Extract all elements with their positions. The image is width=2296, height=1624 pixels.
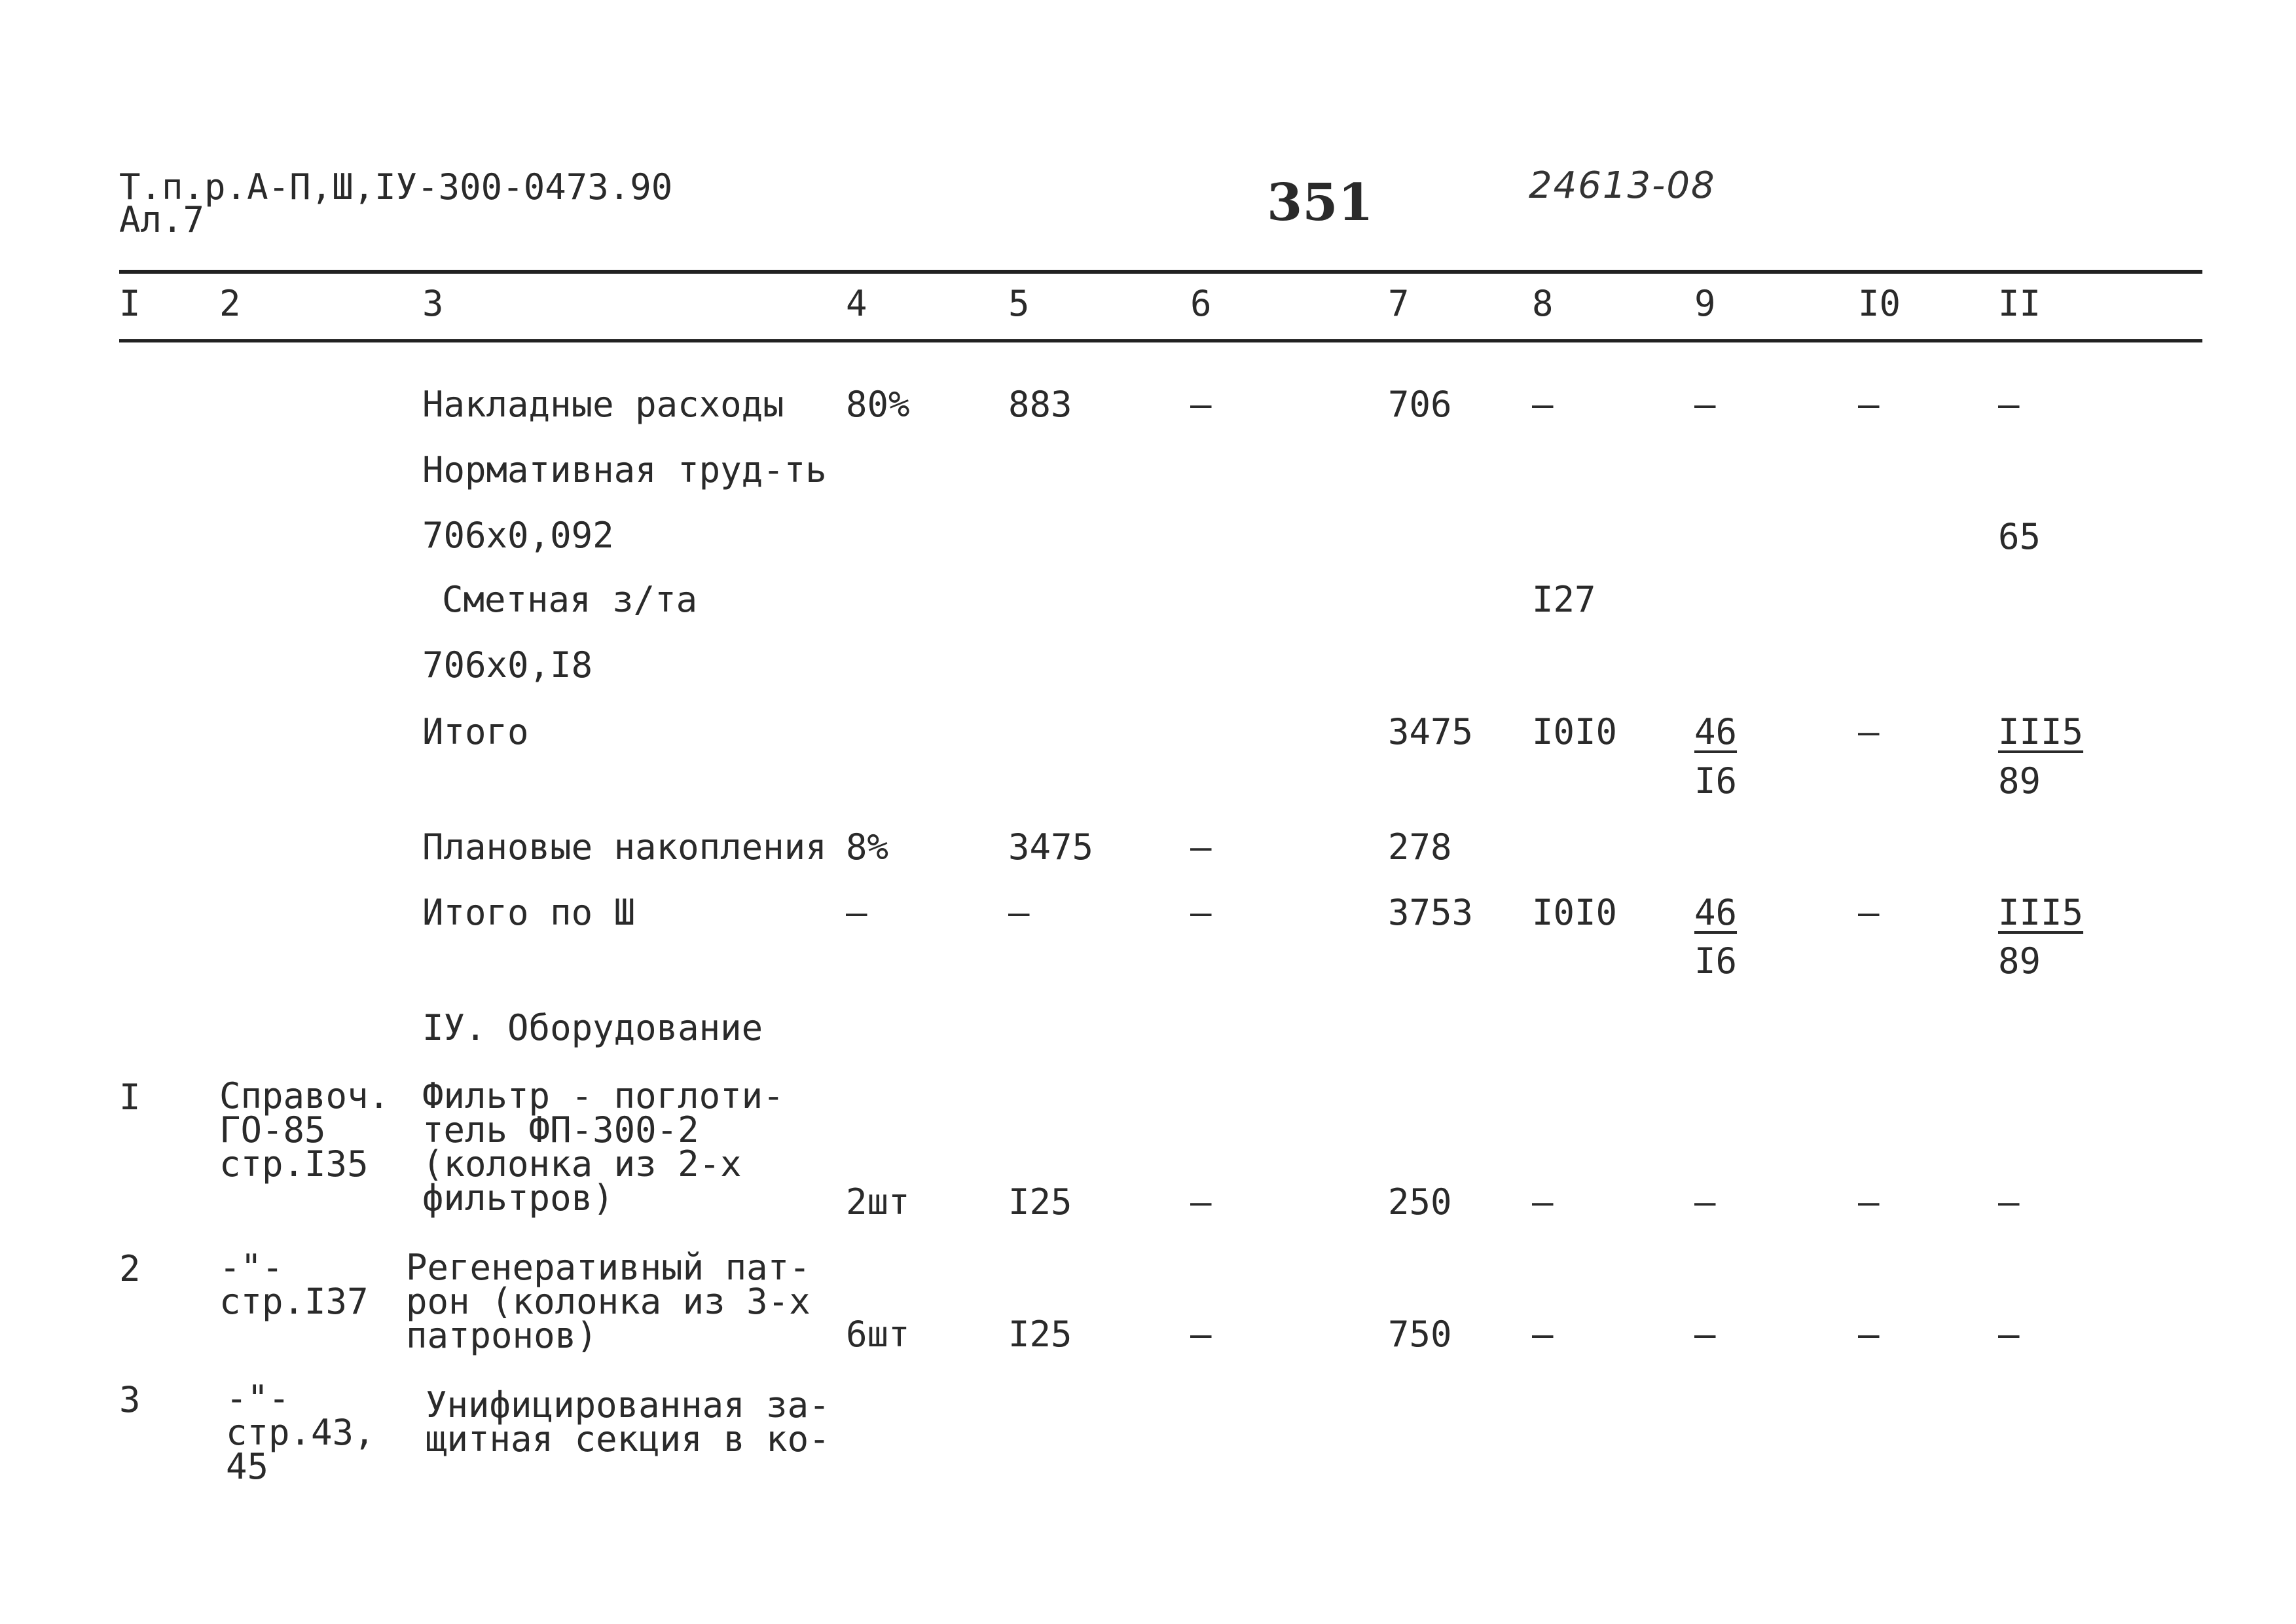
column-number: II	[1998, 283, 2041, 324]
cell-col9: –	[1694, 1181, 1716, 1223]
cell-col9-top: 46	[1694, 892, 1738, 933]
document-code: Т.п.р.А-П,Ш,IУ-300-0473.90	[119, 166, 673, 208]
cell-total: 278	[1388, 826, 1452, 868]
cell-col11: –	[1998, 1181, 2020, 1223]
cell-col8: I0I0	[1532, 892, 1618, 933]
cell-col10: –	[1858, 1181, 1880, 1223]
column-number: I0	[1858, 283, 1901, 324]
cell-col6: –	[1190, 1314, 1212, 1355]
cell-col9-bottom: I6	[1694, 760, 1738, 802]
item-number: I	[119, 1077, 141, 1118]
album-number: Ал.7	[119, 199, 205, 240]
cell-rate: –	[846, 892, 867, 933]
cell-total: 750	[1388, 1314, 1452, 1355]
page-number: 351	[1267, 173, 1374, 232]
table-top-rule	[119, 270, 2202, 274]
cell-col10: –	[1858, 711, 1880, 752]
cell-col8: –	[1532, 384, 1554, 425]
archive-code: 24613-08	[1529, 164, 1716, 207]
column-number: 6	[1190, 283, 1212, 324]
cell-col9-bottom: I6	[1694, 940, 1738, 982]
cell-col11: –	[1998, 384, 2020, 425]
row-description: Унифицированная за- щитная секция в ко-	[426, 1384, 830, 1460]
row-description: Сметная з/та	[442, 579, 698, 620]
cell-rate: 80%	[846, 384, 910, 425]
cell-col6: –	[1190, 892, 1212, 933]
cell-col11-top: III5	[1998, 711, 2084, 752]
cell-col9: –	[1694, 384, 1716, 425]
cell-col6: –	[1190, 1181, 1212, 1223]
row-description: Накладные расходы	[422, 384, 784, 425]
row-description: Нормативная труд-ть	[422, 449, 827, 490]
cell-col11-bottom: 89	[1998, 760, 2041, 802]
column-number: I	[119, 283, 141, 324]
column-number: 7	[1388, 283, 1410, 324]
item-number: 2	[119, 1248, 141, 1289]
item-number: 3	[119, 1379, 141, 1420]
cell-total: 250	[1388, 1181, 1452, 1223]
cell-col8: –	[1532, 1181, 1554, 1223]
row-description: Фильтр - поглоти- тель ФП-300-2 (колонка из 2-х фильтров)	[422, 1075, 784, 1219]
cell-base: 883	[1008, 384, 1072, 425]
cell-col11: 65	[1998, 516, 2041, 557]
row-description: 706х0,I8	[422, 644, 593, 686]
cell-quantity: 6шт	[846, 1314, 910, 1355]
cell-col6: –	[1190, 826, 1212, 868]
cell-quantity: 2шт	[846, 1181, 910, 1223]
cell-price: I25	[1008, 1181, 1072, 1223]
row-description: Итого по Ш	[422, 892, 636, 933]
reference-source: -"- стр.43, 45	[226, 1378, 375, 1487]
reference-source: -"- стр.I37	[219, 1247, 369, 1322]
cell-col11-bottom: 89	[1998, 940, 2041, 982]
column-number: 2	[219, 283, 241, 324]
cell-col10: –	[1858, 892, 1880, 933]
cell-total: 706	[1388, 384, 1452, 425]
cell-col10: –	[1858, 384, 1880, 425]
cell-col9: –	[1694, 1314, 1716, 1355]
cell-base: –	[1008, 892, 1030, 933]
column-number: 3	[422, 283, 444, 324]
row-description: Итого	[422, 711, 529, 752]
column-number: 5	[1008, 283, 1030, 324]
cell-col8: –	[1532, 1314, 1554, 1355]
column-number: 4	[846, 283, 867, 324]
cell-col11-top: III5	[1998, 892, 2084, 933]
cell-col8: I0I0	[1532, 711, 1618, 752]
table-header-rule	[119, 339, 2202, 342]
column-number: 9	[1694, 283, 1716, 324]
cell-col6: –	[1190, 384, 1212, 425]
section-heading: IУ. Оборудование	[422, 1007, 763, 1048]
cell-rate: 8%	[846, 826, 889, 868]
row-description: Плановые накопления	[422, 826, 827, 868]
row-description: 706х0,092	[422, 515, 614, 556]
cell-col10: –	[1858, 1314, 1880, 1355]
cell-base: 3475	[1008, 826, 1094, 868]
row-description: Регенеративный пат- рон (колонка из 3-х патронов)	[406, 1247, 811, 1356]
cell-col9-top: 46	[1694, 711, 1738, 752]
reference-source: Справоч. ГО-85 стр.I35	[219, 1075, 390, 1185]
cell-total: 3753	[1388, 892, 1474, 933]
cell-price: I25	[1008, 1314, 1072, 1355]
cell-col8: I27	[1532, 579, 1596, 620]
cell-col11: –	[1998, 1314, 2020, 1355]
column-number: 8	[1532, 283, 1554, 324]
cell-total: 3475	[1388, 711, 1474, 752]
